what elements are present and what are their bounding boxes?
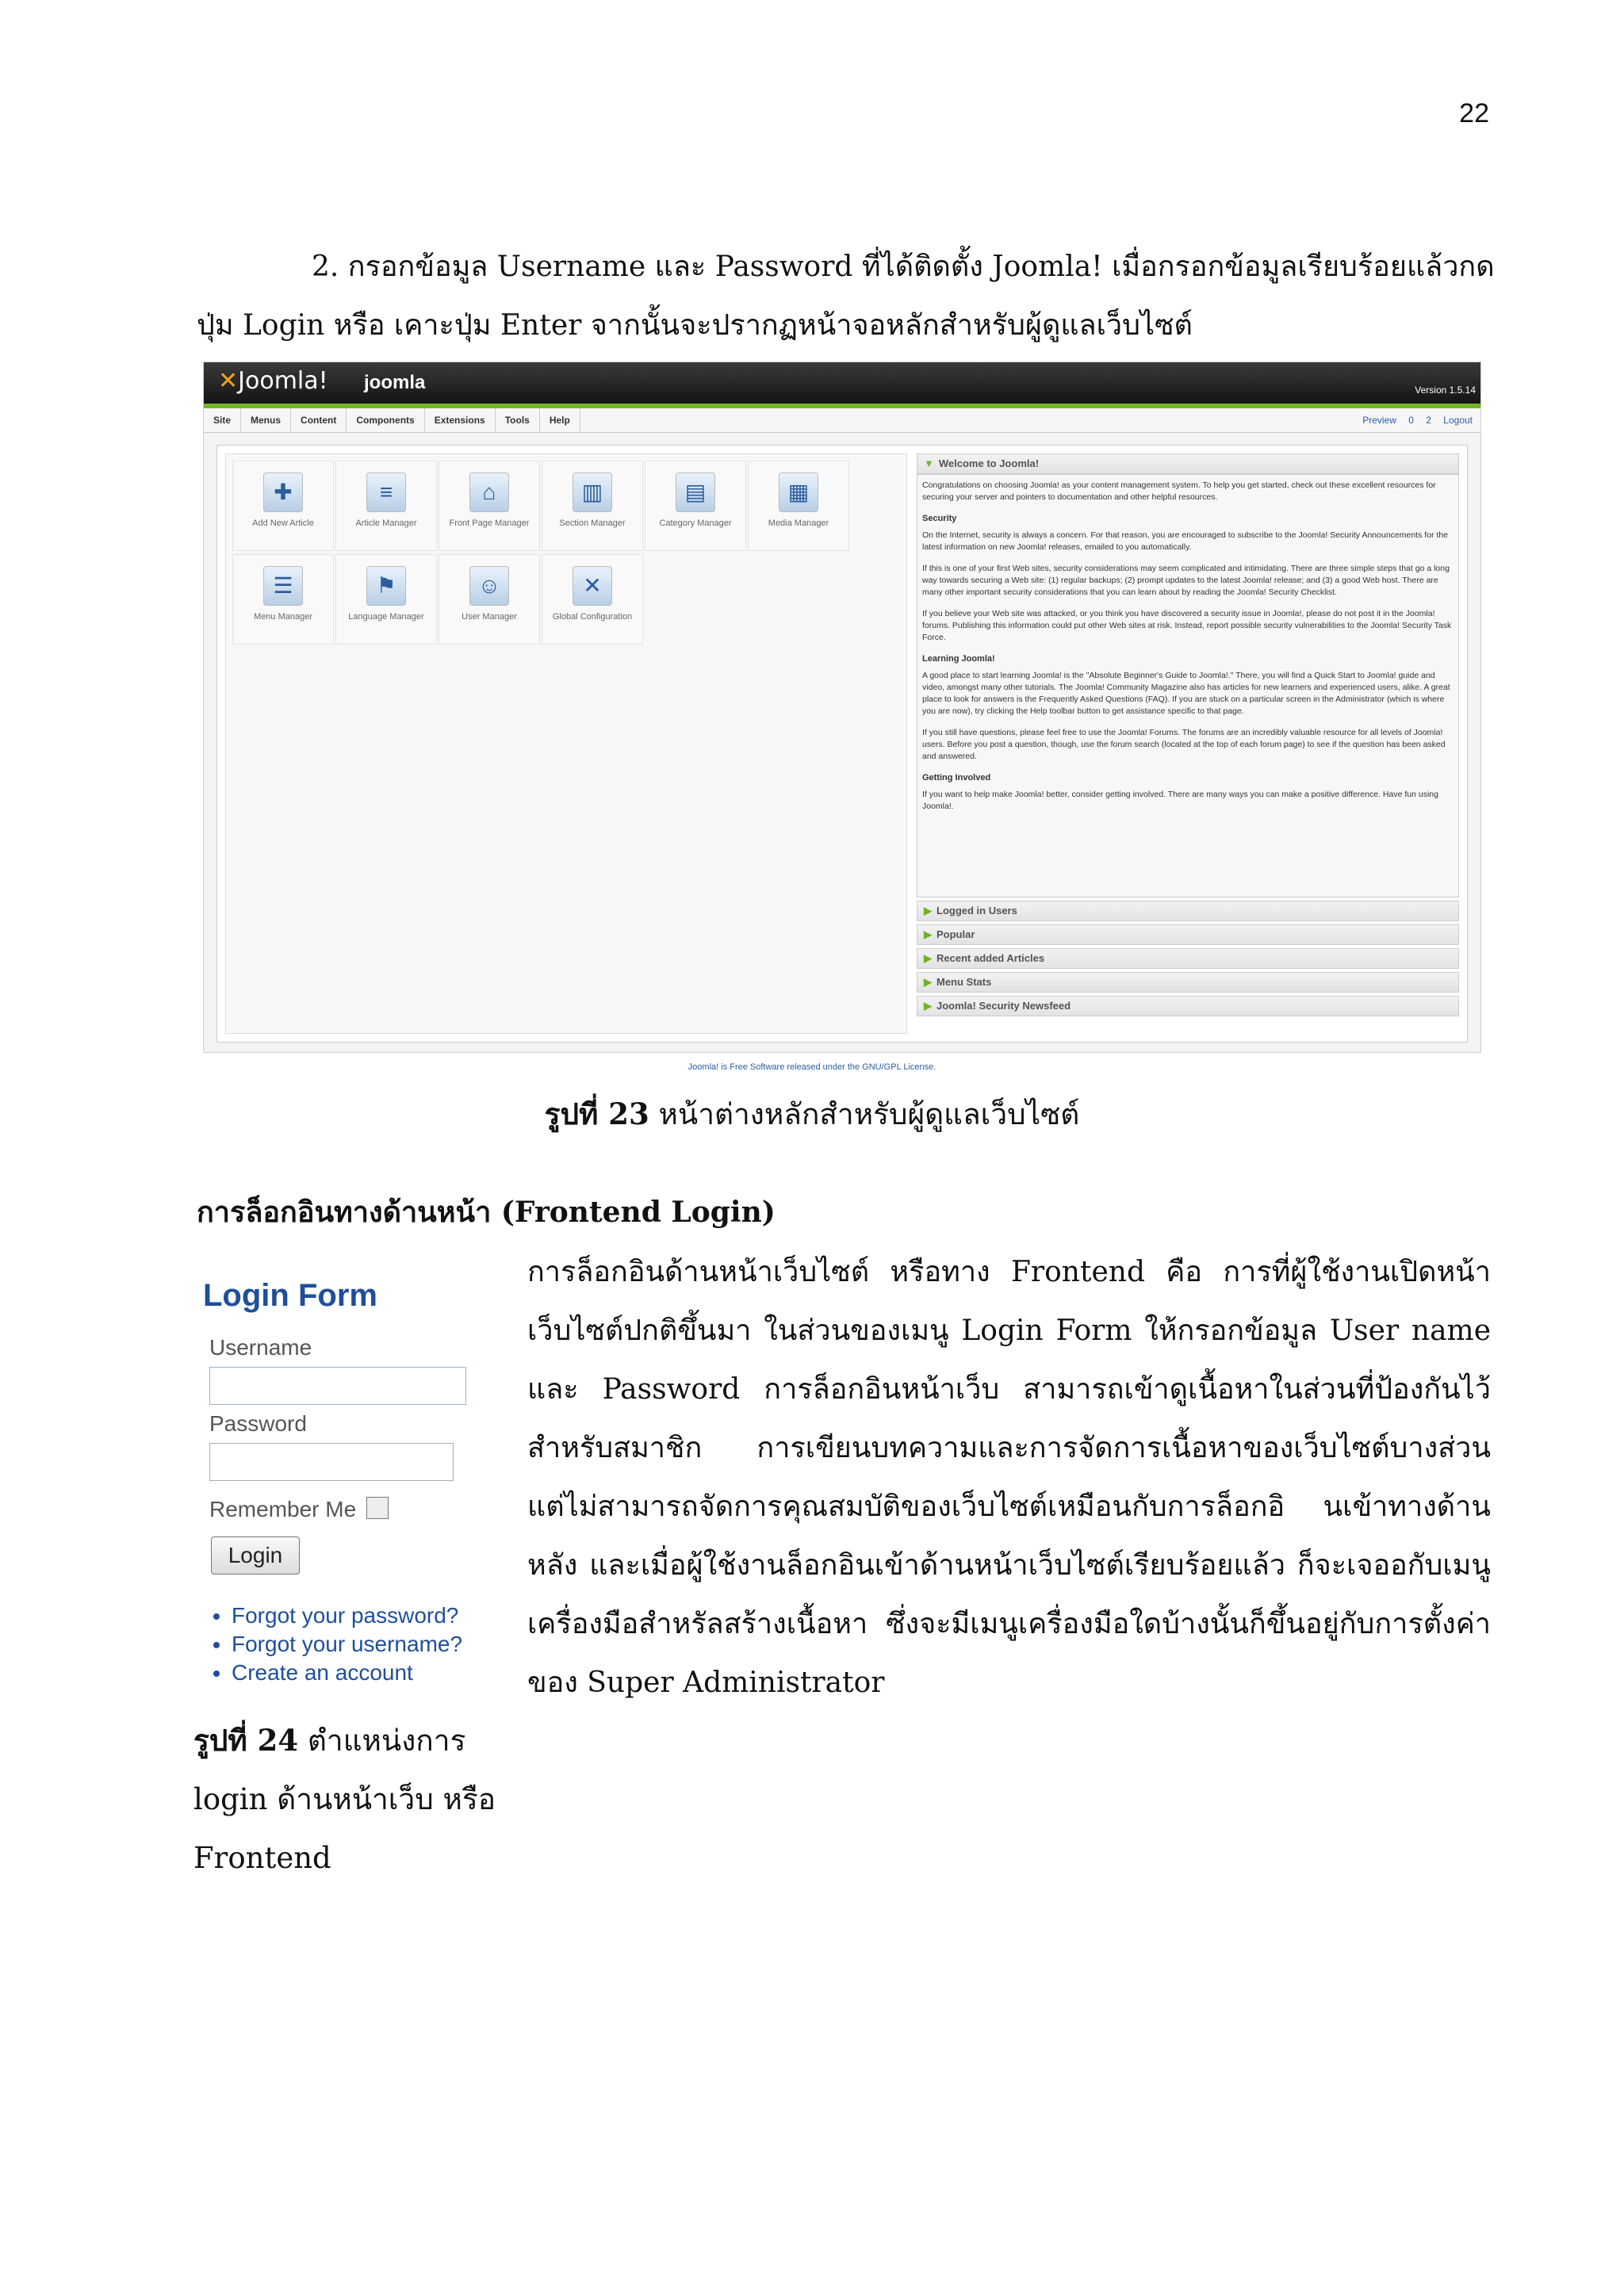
- menu-item-content[interactable]: Content: [291, 408, 347, 432]
- preview-link[interactable]: Preview: [1362, 415, 1396, 426]
- tile-category-manager[interactable]: ▤ Category Manager: [645, 461, 746, 551]
- welcome-panel: [917, 453, 1459, 1034]
- users-icon: ☺: [469, 566, 509, 606]
- joomla-logo: ✕Joomla!: [218, 367, 328, 395]
- frontend-paragraph: การล็อกอินด้านหน้าเว็บไซต์ หรือทาง Frontend คือ การที่ผู้ใช้งานเปิดหน้าเว็บไซต์ปกติขึ้นมา ในส่วนของเมนู Login Form ให้กรอกข้อมูล User name และ Password การล็อกอินหน้าเว็บ สามารถเข้าดูเนื้อหาในส่วนที่ป้องกันไว้สำหรับสมาชิก การเขียนบทความและการจัดการเนื้อหาของเว็บไซต์บางส่วน แต่ไม่สามารถจัดการคุณสมบัติของเว็บไซต์เหมือนกับการล็อกอิ นเข้าทางด้านหลัง และเมื่อผู้ใช้งานล็อกอินเข้าด้านหน้าเว็บไซต์เรียบร้อยแล้ว ก็จะเจออกับเมนูเครื่องมือสำหรัลสร้างเนื้อหา ซึ่งจะมีเมนูเครื่องมือใดบ้างนั้นก็ขึ้นอยู่กับการตั้งค่าของ Super Administrator: [527, 1256, 1491, 1699]
- section-heading: การล็อกอินทางด้านหน้า (Frontend Login): [197, 1196, 776, 1229]
- expand-icon: ▶: [924, 928, 932, 940]
- menu-item-help[interactable]: Help: [540, 408, 580, 432]
- remember-me-label: Remember Me: [209, 1497, 357, 1521]
- figure-24-caption: รูปที่ 24 ตำแหน่งการ login ด้านหน้าเว็บ หรือ Frontend: [193, 1723, 496, 1875]
- collapse-icon: ▼: [924, 457, 934, 469]
- admin-header: [204, 362, 1480, 408]
- home-icon: ⌂: [469, 473, 509, 512]
- admin-menubar: [204, 408, 1480, 433]
- language-icon: ⚑: [366, 566, 406, 606]
- username-label: Username: [209, 1335, 312, 1360]
- admin-screenshot: [203, 362, 1481, 1053]
- expand-icon: ▶: [924, 952, 932, 964]
- menu-item-components[interactable]: Components: [347, 408, 424, 432]
- password-input[interactable]: [209, 1443, 454, 1481]
- tile-menu-manager[interactable]: ☰ Menu Manager: [232, 554, 334, 645]
- add-article-icon: ✚: [263, 473, 303, 512]
- tile-front-page-manager[interactable]: ⌂ Front Page Manager: [439, 461, 540, 551]
- category-icon: ▤: [676, 473, 715, 512]
- intro-paragraph: 2. กรอกข้อมูล Username และ Password ที่ได้ติดตั้ง Joomla! เมื่อกรอกข้อมูลเรียบร้อยแล้วกดปุ่ม Login หรือ เคาะปุ่ม Enter จากนั้นจะปรากฏหน้าจอหลักสำหรับผู้ดูแลเว็บไซต์: [197, 251, 1495, 342]
- login-form-title: Login Form: [203, 1278, 377, 1313]
- expand-icon: ▶: [924, 905, 932, 916]
- article-icon: ≡: [366, 473, 406, 512]
- tile-global-configuration[interactable]: ✕ Global Configuration: [542, 554, 643, 645]
- expand-icon: ▶: [924, 1000, 932, 1012]
- tile-media-manager[interactable]: ▦ Media Manager: [748, 461, 849, 551]
- login-links: [208, 1601, 462, 1687]
- status-bar: [1353, 408, 1473, 432]
- panel-menu-stats[interactable]: ▶ Menu Stats: [917, 972, 1459, 993]
- menu-item-menus[interactable]: Menus: [241, 408, 291, 432]
- expand-icon: ▶: [924, 976, 932, 988]
- tile-language-manager[interactable]: ⚑ Language Manager: [335, 554, 437, 645]
- logout-link[interactable]: Logout: [1443, 415, 1473, 426]
- figure-23-caption: รูปที่ 23 หน้าต่างหลักสำหรับผู้ดูแลเว็บไซต์: [544, 1096, 1080, 1131]
- version-label: Version 1.5.14: [1415, 385, 1476, 396]
- menu-item-site[interactable]: Site: [204, 408, 241, 432]
- menu-item-extensions[interactable]: Extensions: [425, 408, 496, 432]
- section-icon: ▥: [573, 473, 612, 512]
- admin-content: [216, 445, 1468, 1043]
- password-label: Password: [209, 1411, 307, 1436]
- panel-recent-articles[interactable]: ▶ Recent added Articles: [917, 948, 1459, 969]
- tile-user-manager[interactable]: ☺ User Manager: [439, 554, 540, 645]
- panel-logged-in-users[interactable]: ▶ Logged in Users: [917, 901, 1459, 921]
- config-icon: ✕: [573, 566, 612, 606]
- messages-count[interactable]: 0: [1408, 415, 1414, 426]
- quick-icons-panel: [225, 453, 907, 1034]
- remember-me-checkbox[interactable]: [366, 1497, 389, 1519]
- admin-footer: Joomla! is Free Software released under the GNU/GPL License.: [688, 1062, 936, 1072]
- tile-add-new-article[interactable]: ✚ Add New Article: [232, 461, 334, 551]
- panel-security-newsfeed[interactable]: ▶ Joomla! Security Newsfeed: [917, 996, 1459, 1016]
- tile-section-manager[interactable]: ▥ Section Manager: [542, 461, 643, 551]
- site-name: joomla: [364, 372, 426, 393]
- login-form-screenshot: [201, 1269, 487, 1697]
- users-count[interactable]: 2: [1426, 415, 1431, 426]
- forgot-username-link[interactable]: • Forgot your username?: [232, 1630, 462, 1659]
- menu-item-tools[interactable]: Tools: [496, 408, 540, 432]
- media-icon: ▦: [779, 473, 818, 512]
- create-account-link[interactable]: • Create an account: [232, 1659, 462, 1687]
- panel-popular[interactable]: ▶ Popular: [917, 924, 1459, 945]
- tile-article-manager[interactable]: ≡ Article Manager: [335, 461, 437, 551]
- login-button[interactable]: Login: [211, 1536, 300, 1575]
- username-input[interactable]: [209, 1367, 466, 1405]
- welcome-header[interactable]: ▼ Welcome to Joomla!: [917, 453, 1459, 474]
- menu-icon: ☰: [263, 566, 303, 606]
- page-number: 22: [1459, 98, 1489, 128]
- forgot-password-link[interactable]: • Forgot your password?: [232, 1601, 462, 1630]
- welcome-body: Congratulations on choosing Joomla! as your content management system. To help you get started, check out these excellent resources for securing your server and pointers to documentation and other helpful resources. Security On the Internet, security is always a concern. For that reason, you are encouraged to subscribe to the Joomla! Security Announcements for the latest information on new Joomla! releases, emailed to you automatically. If this is one of your first Web sites, security considerations may seem complicated and intimidating. There are three simple steps that go a long way towards securing a Web site: (1) regular backups; (2) prompt updates to the latest Joomla! release; and (3) a good Web host. There are many other important security considerations that you can learn about by reading the Joomla! Security Checklist. If you believe your Web site was attacked, or you think you have discovered a security issue in Joomla!, please do not post it in the Joomla! forums. Publishing this information could put other Web sites at risk. Instead, report possible security vulnerabilities to the Joomla! Security Task Force. Learning Joomla! A good place to start learning Joomla! is the "Absolute Beginner's Guide to Joomla!." There, you will find a Quick Start to Joomla! guide and video, amongst many other tutorials. The Joomla! Community Magazine also has articles for new learners and experienced users, alike. A great place to look for answers is the Frequently Asked Questions (FAQ). If you are stuck on a particular screen in the Administrator (which is where you are now), try clicking the Help toolbar button to get assistance specific to that page. If you still have questions, please feel free to use the Joomla! Forums. The forums are an incredibly valuable resource for all levels of Joomla! users. Before you post a question, though, use the forum search (located at the top of each forum page) to see if the question has been asked and answered. Getting Involved If you want to help make Joomla! better, consider getting involved. There are many ways you can make a positive difference. Have fun using Joomla!.: [917, 474, 1459, 897]
